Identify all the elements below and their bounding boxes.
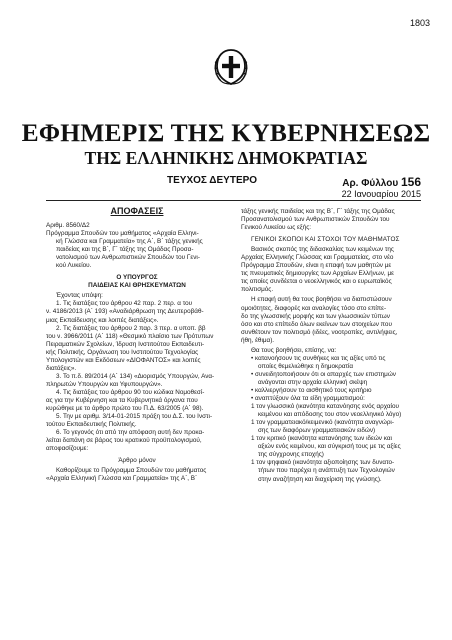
body-line: 4. Τις διατάξεις του άρθρου 90 του κώδικα Νομοθεσί- <box>56 388 205 396</box>
bullet-item: • συνειδητοποιήσουν ότι οι απαρχές των επιστημών <box>251 370 396 378</box>
body-line: πολιτισμός. <box>241 286 274 294</box>
left-column <box>46 206 228 483</box>
bullet-item: • αναπτύξουν όλα τα είδη γραμματισμού: <box>251 395 365 403</box>
body-line: Αρχαίας Ελληνικής Γλώσσας και Γραμματείας, στο νέο <box>241 254 394 262</box>
sub-bullet-item: 1 τον γλωσσικό (ικανότητα κατανόησης ενός αρχαίου <box>251 403 399 411</box>
body-line: Υπολογιστών και Εκδόσεων «ΔΙΟΦΑΝΤΟΣ» και λοιπές <box>46 356 201 364</box>
decision-title-line: Πρόγραμμα Σπουδών του μαθήματος «Αρχαία Ελληνι- <box>46 230 199 238</box>
issue-sheet <box>342 175 421 189</box>
minister-heading: Ο ΥΠΟΥΡΓΟΣ <box>116 274 158 282</box>
body-line: διατάξεις». <box>46 364 77 372</box>
bullet-item: • κατανοήσουν τις συνθήκες και τις αξίες υπό τις <box>251 354 386 362</box>
decision-title-line: κή Γλώσσα και Γραμματεία» της Α΄, Β΄ τάξης γενικής <box>56 238 203 246</box>
sub-bullet-item: τήτων που παρέχει η ανάπτυξη των Τεχνολογιών <box>258 467 395 475</box>
body-line: Προσανατολισμού των Ανθρωπιστικών Σπουδών του <box>241 216 390 224</box>
body-line: Καθορίζουμε το Πρόγραμμα Σπουδών του μαθήματος <box>56 467 207 475</box>
article-heading: Άρθρο μόνον <box>118 457 156 465</box>
body-line: ν. 4186/2013 (Α΄ 193) «Αναδιάρθρωση της Δευτεροβάθ- <box>46 308 204 316</box>
decision-title-line: νατολισμού των Ανθρωπιστικών Σπουδών του Γενι- <box>56 254 200 262</box>
body-line: Πειραματικών Σχολείων, Ίδρυση Ινστιτούτου Εκπαιδευτι- <box>46 340 205 348</box>
body-line: τις πνευματικές δημιουργίες των Αρχαίων Ελλήνων, με <box>241 270 394 278</box>
body-line: τούτου Εκπαιδευτικής Πολιτικής. <box>46 421 137 429</box>
body-line: τάξης γενικής παιδείας και της Β΄, Γ΄ τάξης της Ομάδας <box>241 208 395 215</box>
body-line: 3. Το π.δ. 89/2014 (Α΄ 134) «Διορισμός Υπουργών, Ανα- <box>56 372 215 380</box>
sub-bullet-item: 1 τον γραμματειακό/κειμενικό (ικανότητα αναγνώρι- <box>251 419 394 427</box>
body-line: 2. Τις διατάξεις του άρθρου 2 παρ. 3 περ. α υποπ. ββ <box>56 324 206 332</box>
sub-bullet-item: 1 τον κριτικό (ικανότητα κατανόησης των ιδεών και <box>251 435 392 443</box>
body-line: όσο και στο επίπεδο όλων εκείνων των στοιχείων που <box>241 320 392 328</box>
body-line: Γενικού Λυκείου ως εξής: <box>241 224 312 232</box>
header-divider <box>46 200 421 201</box>
body-line: Θα τους βοηθήσει, επίσης, να: <box>251 346 337 354</box>
body-line: κής Πολιτικής, Οργάνωση του Ινστιτούτου Τεχνολογίας <box>46 348 199 356</box>
body-line: Η επαφή αυτή θα τους βοηθήσει να διαπιστώσουν <box>251 296 392 304</box>
body-line: «Αρχαία Ελληνική Γλώσσα και Γραμματεία» της Α΄, Β΄ <box>46 475 198 483</box>
sub-bullet-item: στην αναζήτηση και διαχείριση της γνώσης). <box>258 475 382 483</box>
body-line: Πρόγραμμα Σπουδών, είναι η επαφή των μαθητών με <box>241 262 392 270</box>
body-line: 1. Τις διατάξεις του άρθρου 42 παρ. 2 περ. α του <box>56 300 193 308</box>
minister-heading: ΠΑΙΔΕΙΑΣ ΚΑΙ ΘΡΗΣΚΕΥΜΑΤΩΝ <box>88 282 186 290</box>
masthead-title: ΕΦΗΜΕΡΙΣ ΤΗΣ ΚΥΒΕΡΝΗΣΕΩΣ <box>21 118 431 147</box>
body-line: ομοιότητες, διαφορές και αναλογίες τόσο στο επίπε- <box>241 304 387 312</box>
body-line: λείται δαπάνη σε βάρος του κρατικού προϋπολογισμού, <box>46 437 202 445</box>
sheet-label: Αρ. Φύλλου <box>342 178 399 189</box>
body-line: δο της γλωσσικής μορφής και των γλωσσικών τύπων <box>241 312 390 320</box>
sub-bullet-item: της σύγχρονης εποχής) <box>258 451 324 459</box>
body-line: συνθέτουν τον πολιτισμό (ιδέες, νοοτροπίες, αντιλήψεις, <box>241 328 398 336</box>
body-line: του ν. 3966/2011 (Α΄ 118) «Θεσμικό πλαίσιο των Πρότυπων <box>46 332 214 340</box>
body-line: πληρωτών Υπουργών και Υφυπουργών». <box>46 380 163 388</box>
body-line: 5. Την με αριθμ. 3/14-01-2015 πράξη του Δ.Σ. του Ινστι- <box>56 413 213 421</box>
decision-title-line: παιδείας και της Β΄, Γ΄ τάξης της Ομάδας Προσα- <box>56 246 194 254</box>
masthead-subtitle: ΤΗΣ ΕΛΛΗΝΙΚΗΣ ΔΗΜΟΚΡΑΤΙΑΣ <box>84 148 368 168</box>
body-line: μιας Εκπαίδευσης και λοιπές διατάξεις». <box>46 316 159 324</box>
body-line: κυρώθηκε με το άρθρο πρώτο του Π.Δ. 63/2005 (Α΄ 98). <box>46 405 204 413</box>
body-line: ας για την Κυβέρνηση και τα Κυβερνητικά όργανα που <box>46 396 198 404</box>
body-line: αποφασίζουμε: <box>46 445 89 453</box>
body-line: ήθη, έθιμα). <box>241 336 275 344</box>
decision-title-line: κού Λυκείου. <box>56 262 92 270</box>
body-line: Βασικός σκοπός της διδασκαλίας των κειμένων της <box>251 246 394 254</box>
bullet-item: ανάγονται στην αρχαία ελληνική σκέψη <box>258 378 368 386</box>
sub-bullet-item: κειμένου και απόδοσης του στον νεοελληνικό λόγο) <box>258 411 402 419</box>
body-line: Έχοντας υπόψη: <box>56 292 103 300</box>
greek-coat-of-arms-icon <box>212 44 250 88</box>
body-line: τις οποίες συνδέεται ο νεοελληνικός και ο ευρωπαϊκός <box>241 278 392 286</box>
right-column <box>241 206 422 484</box>
issue-series: ΤΕΥΧΟΣ ΔΕΥΤΕΡΟ <box>167 175 258 186</box>
section-heading: ΑΠΟΦΑΣΕΙΣ <box>110 206 164 216</box>
sub-bullet-item: 1 τον ψηφιακό (ικανότητα αξιοποίησης των δυνατο- <box>251 459 395 467</box>
sub-bullet-item: αξιών ενός κειμένου, και σύγκρισή τους με τις αξίες <box>258 443 401 451</box>
body-line: 6. Το γεγονός ότι από την απόφαση αυτή δεν προκα- <box>56 429 205 437</box>
issue-date: 22 Ιανουαρίου 2015 <box>341 189 421 199</box>
bullet-item: οποίες θεμελιώθηκε η δημοκρατία <box>258 362 354 370</box>
decision-number: Αριθμ. 8560/Δ2 <box>46 222 90 229</box>
bullet-item: • καλλιεργήσουν το αισθητικό τους κριτήριο <box>251 386 372 394</box>
page-number: 1803 <box>409 18 430 28</box>
sheet-number: 156 <box>400 175 421 189</box>
subsection-heading: ΓΕΝΙΚΟΙ ΣΚΟΠΟΙ ΚΑΙ ΣΤΟΧΟΙ ΤΟΥ ΜΑΘΗΜΑΤΟΣ <box>251 236 400 244</box>
sub-bullet-item: σης των διαφόρων γραμματειακών ειδών) <box>258 427 376 435</box>
